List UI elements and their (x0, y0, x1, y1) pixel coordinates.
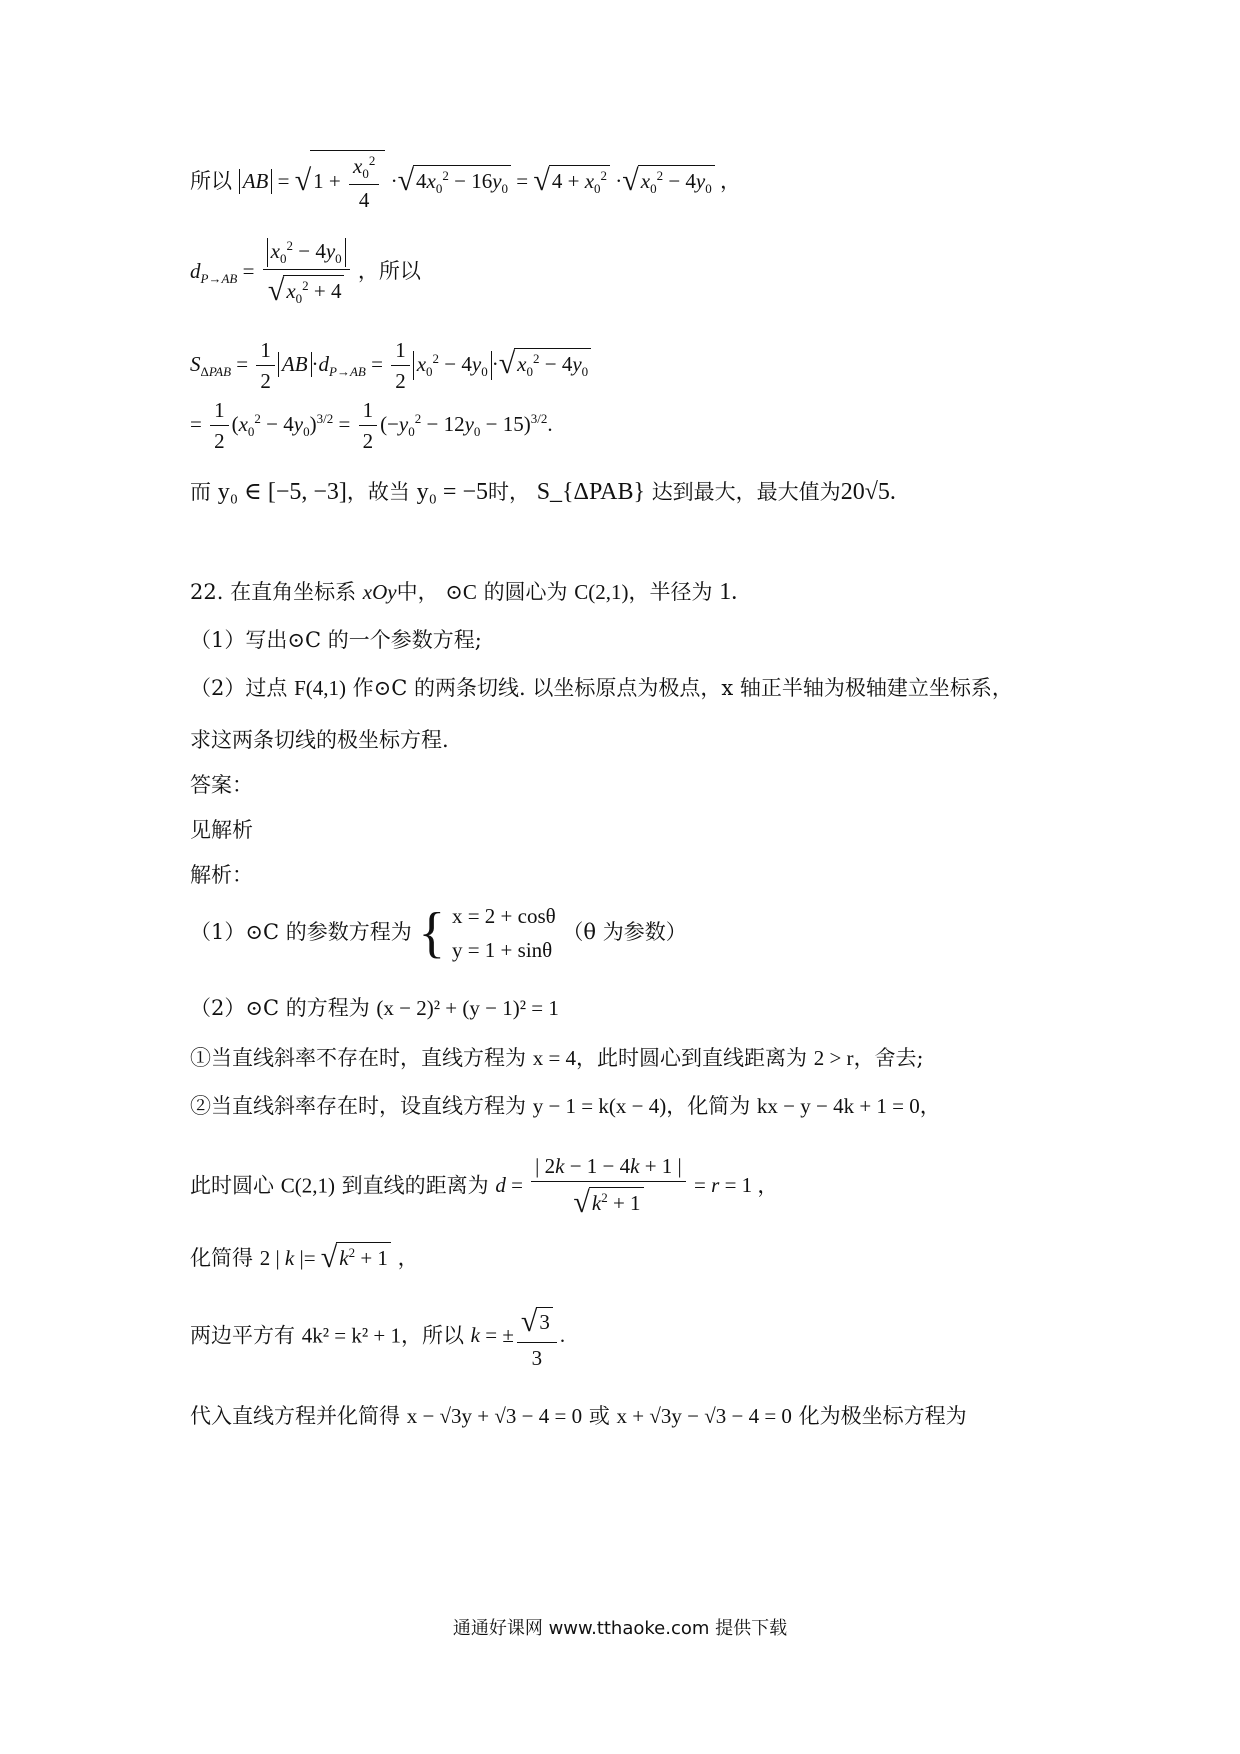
area-formula-2: = $\frac{1}{2}$ $(x_0^2 - 4y_0)^{3/2}$ = $\frac{1}{2}$ $(-y_0^2 - 12y_0 - 15)^{3/2}$. (190, 398, 553, 454)
answer-label: 答案： (190, 773, 253, 797)
area-formula: $S_{\Delta PAB}$ = $\frac{1}{2}$ AB $\cdot d_{P\to AB}$ = $\frac{1}{2}$ $x_0^2 - 4y_0 \cdot√x_0^2 - 4y_0$ (190, 352, 591, 376)
simplify-line: 化简得 2 | k |= $√k^2 + 1$ ， (190, 1241, 419, 1274)
q22-part2-cont: 求这两条切线的极坐标方程. (190, 728, 449, 752)
sol-part1: （1）⊙C 的参数方程为 { x = 2 + cosθ y = 1 + sinθ （θ 为参数） (190, 902, 687, 964)
analysis-label: 解析： (190, 863, 253, 887)
sol-part2: （2）⊙C 的方程为 (x − 2)² + (y − 1)² = 1 (190, 996, 559, 1020)
q22-stem: 22. 在直角坐标系 xOy中， ⊙C 的圆心为 C(2,1)，半径为 1. (190, 579, 738, 605)
distance-eq-line: 此时圆心 C(2,1) 到直线的距离为 d = $\frac{| 2k - 1 - 4k + 1 |}{√k^2 + 1}$ = r = 1 ， (190, 1154, 779, 1220)
distance-eq: d = $\frac{| 2k - 1 - 4k + 1 |}{√k^2 + 1}$ = r = 1 (495, 1154, 758, 1220)
case1-line: ①当直线斜率不存在时，直线方程为 x = 4，此时圆心到直线距离为 2 > r，舍去; (190, 1046, 924, 1070)
distance-line: $d_{P\to AB}$ = $\frac{x_0^2 - 4y_0}{√x_0^2 + 4}$ ，所以 (190, 238, 421, 307)
k-result: k = ± $\frac{√3}{3}$ . (470, 1305, 566, 1370)
ab-formula: AB = √1 + $\frac{x_0^2}{4}$ $\cdot√4x_0^2 - 16y_0 = √4 + x_0^2 \cdot√x_0^2 - 4y_0$ ， (239, 169, 741, 193)
distance-formula: $d_{P\to AB}$ = $\frac{x_0^2 - 4y_0}{√x_0^2 + 4}$ (190, 259, 358, 283)
footer-watermark: 通通好课网 www.tthaoke.com 提供下载 (452, 1618, 788, 1639)
ab-length-line: 所以 AB = √1 + $\frac{x_0^2}{4}$ $\cdot√4x_0^2 - 16y_0 = √4 + x_0^2 \cdot√x_0^2 - 4y_0$ ， (190, 150, 741, 213)
square-line: 两边平方有 4k² = k² + 1，所以 k = ± $\frac{√3}{3}$ . (190, 1305, 566, 1370)
case2-line: ②当直线斜率存在时，设直线方程为 y − 1 = k(x − 4)，化简为 kx − y − 4k + 1 = 0， (190, 1094, 941, 1118)
final-line: 代入直线方程并化简得 x − √3y + √3 − 4 = 0 或 x + √3y − √3 − 4 = 0 化为极坐标方程为 (190, 1404, 967, 1428)
simplify-eq: 2 | k |= $√k^2 + 1$ (260, 1246, 391, 1270)
max-line: 而 y₀ ∈ [−5, −3]，故当 y₀ = −5时， S_{ΔPAB} 达到最大，最大值为20√5. (190, 479, 896, 505)
answer-text: 见解析 (190, 818, 253, 842)
q22-part1: （1）写出⊙C 的一个参数方程; (190, 628, 482, 652)
q22-part2: （2）过点 F(4,1) 作⊙C 的两条切线. 以坐标原点为极点，x 轴正半轴为极轴建立坐标系， (190, 676, 1013, 700)
area-line-2 (190, 398, 553, 454)
area-line (190, 338, 591, 394)
